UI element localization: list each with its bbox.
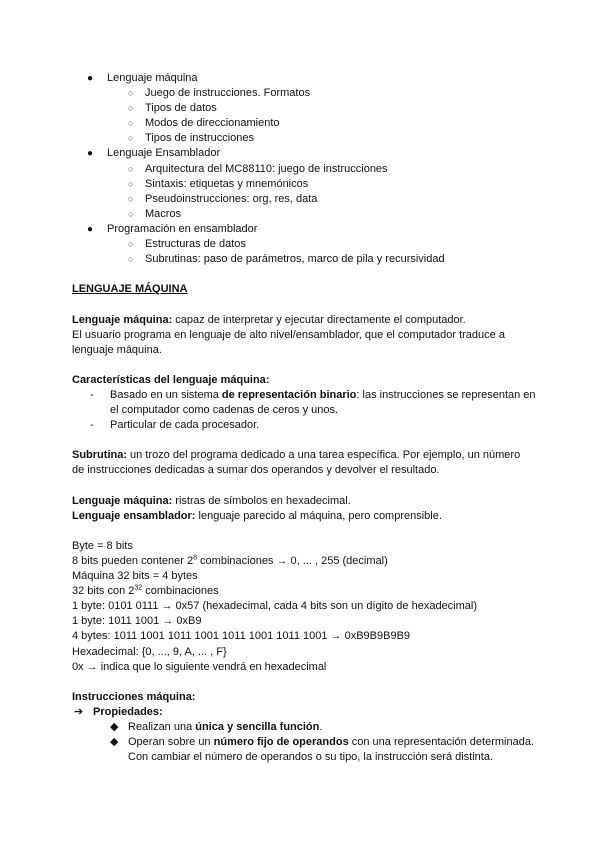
list-subitem: [72, 735, 553, 765]
list-item-text: Arquitectura del MC88110: juego de instrucciones: [145, 162, 388, 175]
bits-notes: [72, 539, 542, 675]
dash-icon: -: [90, 388, 94, 401]
list-item-text: Estructuras de datos: [145, 238, 246, 251]
paragraph-text: El usuario programa en lenguaje de alto nivel/ensamblador, que el computador traduce a lenguaje máquina.: [72, 328, 505, 356]
list-item-text: Programación en ensamblador: [107, 222, 258, 235]
text: 8 bits pueden contener 2: [72, 555, 194, 567]
circle-bullet-icon: ○: [128, 133, 134, 144]
list-item: [72, 388, 542, 418]
dash-icon: -: [90, 419, 94, 432]
characteristics-heading: [72, 373, 542, 388]
bold-text: Propiedades:: [93, 705, 163, 718]
bold-text: única y sencilla función: [195, 721, 320, 734]
list-subitem: [72, 131, 542, 146]
exponent: 8: [193, 554, 197, 562]
heading-text: Instrucciones máquina:: [72, 690, 196, 703]
list-item-text: Lenguaje Ensamblador: [107, 147, 221, 160]
circle-bullet-icon: ○: [128, 178, 134, 189]
bold-text: de representación binario: [221, 388, 357, 401]
text: combinaciones: [142, 585, 219, 598]
list-item-text: Sintaxis: etiquetas y mnemónicos: [145, 177, 309, 190]
term: Lenguaje máquina:: [72, 494, 173, 507]
list-subitem: [72, 207, 542, 222]
list-subitem: [72, 237, 542, 252]
list-item-text: Tipos de instrucciones: [145, 132, 255, 145]
list-item: [72, 222, 542, 237]
text: Operan sobre un: [128, 736, 214, 749]
note-line: [72, 554, 542, 569]
circle-bullet-icon: ○: [128, 163, 134, 174]
section-title: LENGUAJE MÁQUINA: [72, 283, 188, 296]
text: Realizan una: [128, 721, 196, 734]
definition-text: lenguaje parecido al máquina, pero comprensible.: [195, 509, 442, 522]
text: Particular de cada procesador.: [110, 419, 260, 432]
note-line: Hexadecimal: {0, ..., 9, A, ... , F}: [72, 645, 227, 658]
list-subitem: [72, 192, 542, 207]
text: con una representación determinada. Con cambiar el número de operandos o su tipo, la instrucción será distinta.: [128, 736, 534, 764]
diamond-bullet-icon: ◆: [110, 721, 119, 734]
list-item-text: Modos de direccionamiento: [145, 117, 280, 130]
subrutina-paragraph: [72, 448, 532, 478]
text: combinaciones → 0, ... , 255 (decimal): [197, 555, 388, 567]
list-item: [72, 146, 542, 161]
text: .: [319, 721, 323, 734]
diamond-bullet-icon: ◆: [110, 736, 119, 749]
list-item: [72, 71, 542, 86]
list-item-text: Juego de instrucciones. Formatos: [145, 87, 311, 100]
list-item-text: Pseudoinstrucciones: org, res, data: [145, 192, 318, 205]
bullet-icon: ●: [87, 148, 94, 160]
text: Basado en un sistema: [110, 388, 222, 401]
term: Lenguaje ensamblador:: [72, 509, 196, 522]
circle-bullet-icon: ○: [128, 88, 134, 99]
note-line: Máquina 32 bits = 4 bytes: [72, 570, 198, 583]
note-line: 0x → indica que lo siguiente vendrá en hexadecimal: [72, 660, 327, 673]
circle-bullet-icon: ○: [128, 254, 134, 265]
list-item-text: Tipos de datos: [145, 102, 217, 115]
list-subitem: [72, 86, 542, 101]
term: Subrutina:: [72, 449, 127, 462]
list-subitem: [72, 116, 542, 131]
bullet-icon: ●: [87, 73, 94, 84]
outline-list: [72, 71, 542, 267]
list-subitem: [72, 162, 542, 177]
text: 32 bits con 2: [72, 585, 135, 598]
text: : las instrucciones se representan en el computador como cadenas de ceros y unos.: [110, 388, 536, 417]
circle-bullet-icon: ○: [128, 103, 134, 114]
circle-bullet-icon: ○: [128, 118, 134, 129]
note-line: 1 byte: 1011 1001 → 0xB9: [72, 615, 202, 628]
definition-text: ristras de símbolos en hexadecimal.: [172, 494, 351, 507]
definition-line: [72, 509, 542, 524]
list-item-text: Subrutinas: paso de parámetros, marco de pila y recursividad: [145, 253, 445, 266]
list-subitem: [72, 720, 542, 735]
list-subitem: [72, 177, 542, 192]
list-item-text: Macros: [145, 207, 182, 220]
definition-paragraph: [72, 313, 542, 358]
note-line: 1 byte: 0101 0111 → 0x57 (hexadecimal, cada 4 bits son un dígito de hexadecimal): [72, 600, 478, 613]
arrow-icon: ➔: [74, 705, 84, 718]
bullet-icon: ●: [87, 223, 94, 235]
note-line: [72, 584, 542, 599]
bold-text: número fijo de operandos: [213, 736, 349, 749]
heading-text: Características del lenguaje máquina:: [72, 373, 270, 386]
list-subitem: [72, 252, 542, 267]
list-item: [72, 418, 542, 433]
definition-text: capaz de interpretar y ejecutar directamente el computador.: [172, 313, 466, 326]
list-subitem: [72, 101, 542, 116]
note-line: 4 bytes: 1011 1001 1011 1001 1011 1001 1011 1001 → 0xB9B9B9B9: [72, 630, 411, 643]
definition-text: un trozo del programa dedicado a una tarea específica. Por ejemplo, un número de instrucciones dedicadas a sumar dos operandos y devolver el resultado.: [72, 449, 521, 477]
document-page: [72, 71, 542, 765]
list-item: [72, 705, 542, 720]
instructions-heading: [72, 690, 542, 705]
definition-line: [72, 494, 542, 509]
circle-bullet-icon: ○: [128, 193, 134, 204]
note-line: Byte = 8 bits: [72, 539, 133, 552]
term: Lenguaje máquina:: [72, 313, 173, 326]
exponent: 32: [134, 584, 143, 592]
list-item-text: Lenguaje máquina: [107, 72, 198, 84]
circle-bullet-icon: ○: [128, 239, 134, 250]
circle-bullet-icon: ○: [128, 208, 134, 219]
